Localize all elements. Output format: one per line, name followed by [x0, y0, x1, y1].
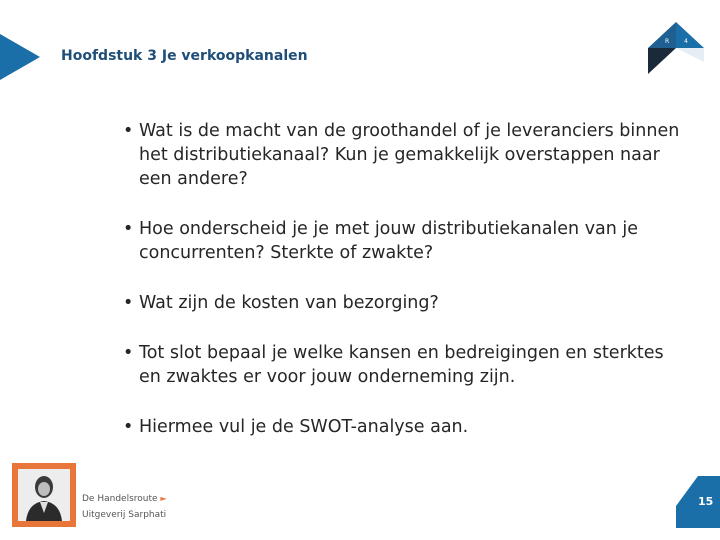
chapter-badge — [648, 22, 704, 74]
badge-letter-right: 4 — [684, 38, 688, 45]
bullet-line: het distributiekanaal? Kun je gemakkelijk overstappen naar — [139, 145, 660, 165]
bullet-item — [120, 217, 700, 265]
bullet-item — [120, 291, 700, 315]
bullet-icon: • — [123, 343, 134, 363]
portrait-icon — [18, 469, 70, 521]
bullet-item — [120, 415, 700, 439]
badge-letter-left: R — [665, 38, 670, 45]
bullet-item — [120, 341, 700, 389]
publisher-name — [82, 491, 167, 523]
bullet-line: een andere? — [139, 169, 248, 189]
publisher-line-2: Uitgeverij Sarphati — [82, 510, 167, 520]
left-arrow-decoration — [0, 34, 40, 80]
bullet-icon: • — [123, 121, 134, 141]
bullet-icon: • — [123, 219, 134, 239]
bullet-line: en zwaktes er voor jouw onderneming zijn. — [139, 367, 516, 387]
bullet-icon: • — [123, 293, 134, 313]
bullet-line: Wat zijn de kosten van bezorging? — [139, 293, 439, 313]
publisher-logo — [12, 463, 76, 527]
bullet-line: concurrenten? Sterkte of zwakte? — [139, 243, 434, 263]
bullet-line: Wat is de macht van de groothandel of je leveranciers binnen — [139, 121, 680, 141]
page-number: 15 — [698, 495, 714, 508]
chapter-title: Hoofdstuk 3 Je verkoopkanalen — [61, 48, 308, 64]
bullet-list — [120, 119, 700, 465]
arrow-right-icon: ► — [160, 494, 167, 503]
bullet-icon: • — [123, 417, 134, 437]
chapter-badge-shape — [648, 22, 704, 74]
bullet-line: Tot slot bepaal je welke kansen en bedreigingen en sterktes — [139, 343, 664, 363]
bullet-line: Hiermee vul je de SWOT-analyse aan. — [139, 417, 469, 437]
bullet-line: Hoe onderscheid je je met jouw distributiekanalen van je — [139, 219, 639, 239]
publisher-line-1: De Handelsroute — [82, 494, 158, 504]
bullet-item — [120, 119, 700, 191]
portrait-image — [18, 469, 70, 521]
